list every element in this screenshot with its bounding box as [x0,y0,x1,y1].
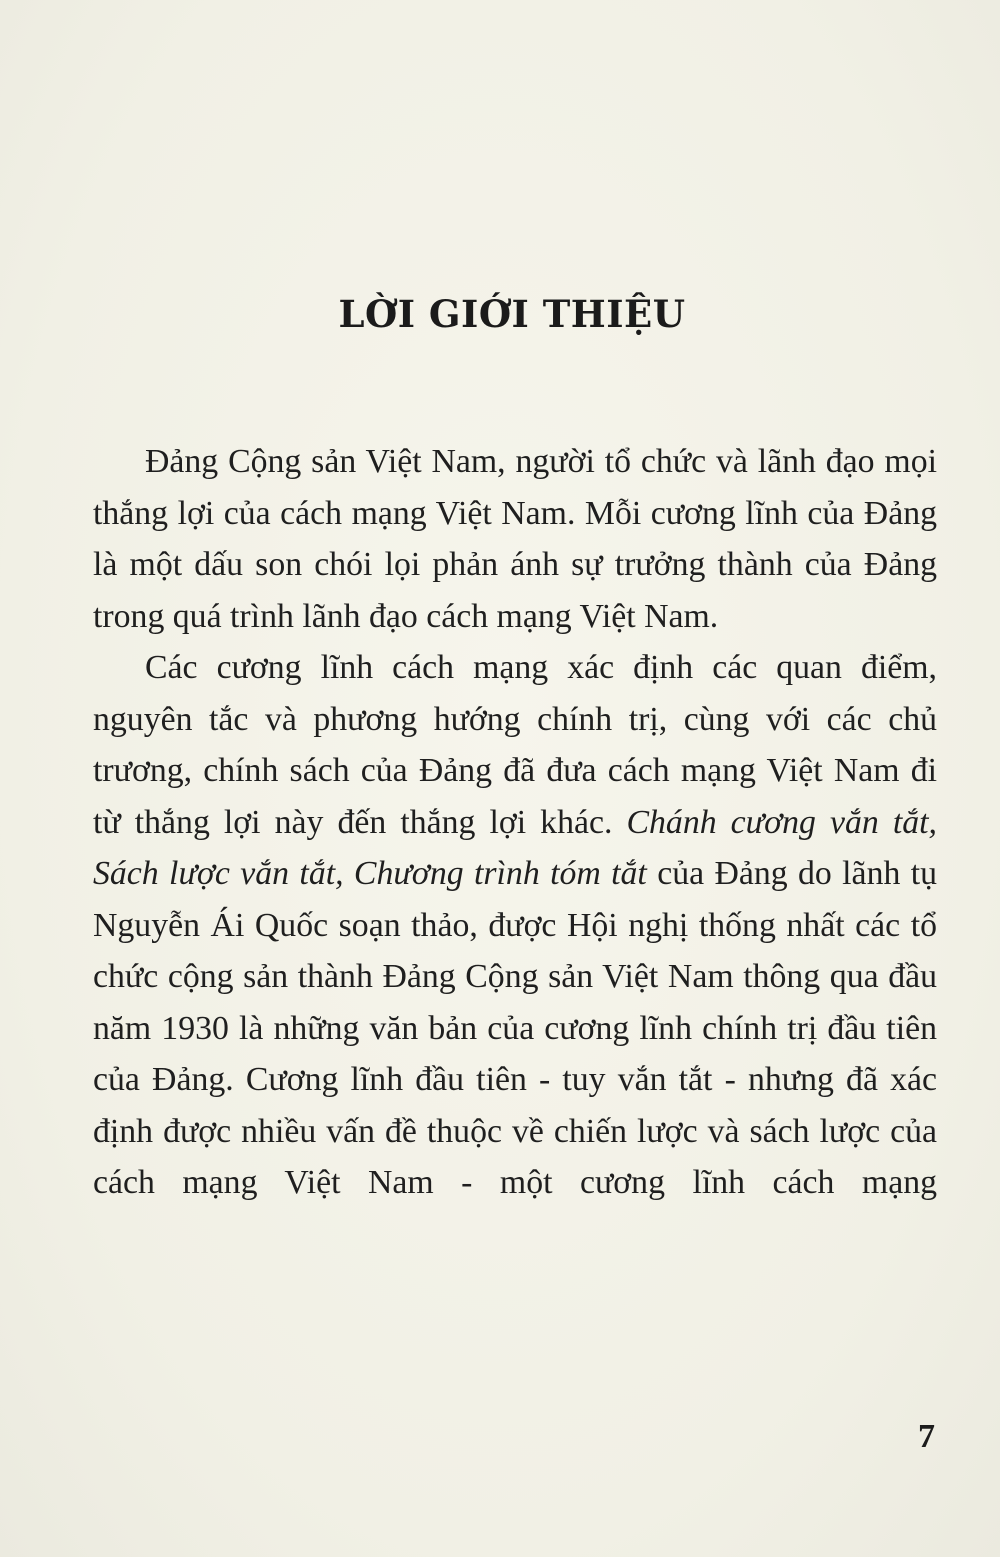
paragraph-2 [93,642,937,1209]
paragraph-2-italic-titles: Chánh cương vắn tắt, Sách lược vắn tắt, Chương trình tóm tắt [93,803,937,892]
body-text [93,436,937,1209]
paragraph-2-text-b: của Đảng do lãnh tụ Nguyễn Ái Quốc soạn thảo, được Hội nghị thống nhất các tổ chức cộng sản thành Đảng Cộng sản Việt Nam thông qua đầu năm 1930 là những văn bản của cương lĩnh chính trị đầu tiên của Đảng. Cương lĩnh đầu tiên - tuy vắn tắt - nhưng đã xác định được nhiều vấn đề thuộc về chiến lược và sách lược của cách mạng Việt Nam - một cương lĩnh cách mạng [93,855,938,1201]
paragraph-1-text: Đảng Cộng sản Việt Nam, người tổ chức và lãnh đạo mọi thắng lợi của cách mạng Việt Nam. Mỗi cương lĩnh của Đảng là một dấu son chói lọi phản ánh sự trưởng thành của Đảng trong quá trình lãnh đạo cách mạng Việt Nam. [93,443,937,635]
page-title: LỜI GIỚI THIỆU [338,292,686,336]
paragraph-2-text-a: Các cương lĩnh cách mạng xác định các quan điểm, nguyên tắc và phương hướng chính trị, cùng với các chủ trương, chính sách của Đảng đã đưa cách mạng Việt Nam đi từ thắng lợi này đến thắng lợi khác. [93,649,937,841]
paragraph-1 [93,436,937,642]
page-number: 7 [918,1418,935,1455]
